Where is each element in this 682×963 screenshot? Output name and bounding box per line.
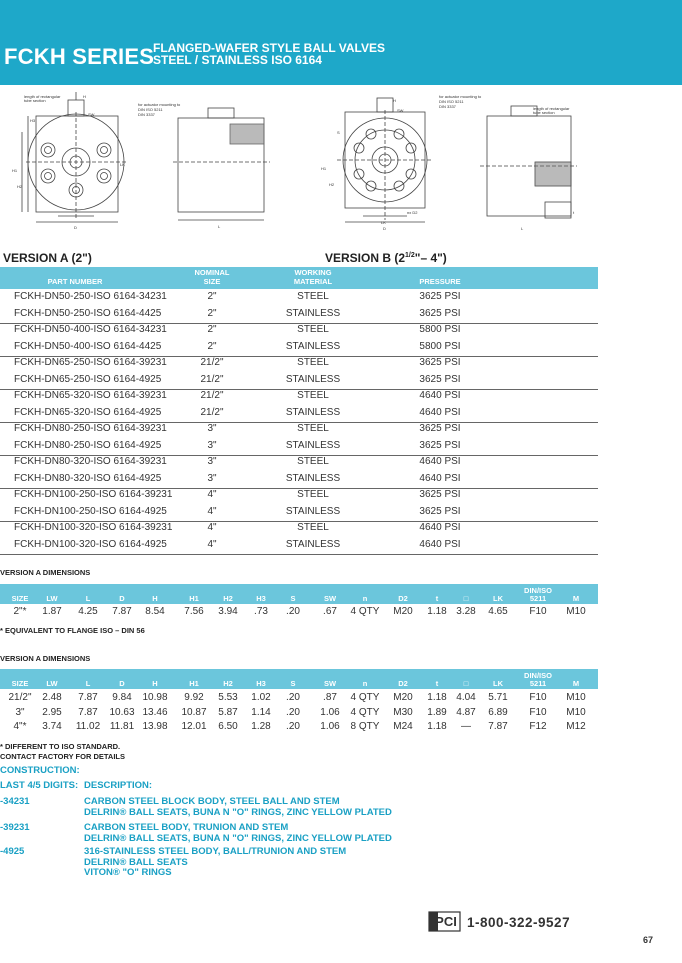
construction-description-line: DELRIN® BALL SEATS — [84, 856, 188, 868]
dim-cell: F12 — [529, 721, 547, 732]
dim-cell: M12 — [566, 721, 586, 732]
construction-description-line: CARBON STEEL BODY, TRUNION AND STEM — [84, 822, 289, 833]
dim-header-cell: L — [85, 679, 91, 688]
dim-cell: M30 — [393, 706, 413, 718]
part-number: FCKH-DN80-250-ISO 6164-39231 — [14, 423, 167, 434]
dim-header-din-bottom: 5211 — [529, 679, 547, 688]
label-l-b: L — [521, 226, 524, 231]
dim-header-cell: LW — [46, 594, 58, 603]
construction-code: -34231 — [0, 796, 30, 807]
dim-cell: — — [461, 721, 471, 732]
label-rect-a: length of rectangular — [24, 94, 61, 99]
pressure-value: 4640 PSI — [419, 472, 461, 484]
working-material: STAINLESS — [285, 373, 341, 385]
working-material: STEEL — [297, 357, 329, 368]
dim-cell: 7.87 — [488, 721, 508, 732]
header-nominal-1: NOMINAL — [194, 268, 230, 277]
dim-header-cell: H — [152, 594, 158, 603]
dim-cell: 10.98 — [142, 692, 168, 703]
construction-title: CONSTRUCTION: — [0, 765, 80, 776]
dim-cell: 1.18 — [427, 606, 447, 617]
label-d-b: D — [383, 226, 386, 231]
dim-header-din-bottom: 5211 — [529, 594, 547, 603]
label-act-a1: for actuator mounting to — [138, 102, 181, 107]
dim-cell: 2.95 — [42, 706, 62, 718]
dim-header-cell: SIZE — [11, 679, 29, 688]
dim-cell: M24 — [393, 721, 413, 732]
working-material: STEEL — [297, 390, 329, 401]
label-act-b3: DIN 3337 — [439, 104, 456, 109]
dim-cell: 4.87 — [456, 706, 476, 718]
nominal-size: 4" — [207, 538, 217, 550]
nominal-size: 4" — [207, 489, 217, 500]
dim-header-cell: LK — [493, 679, 503, 688]
nominal-size: 21/2" — [200, 390, 224, 401]
dim-header-cell: M — [572, 594, 580, 603]
dim-header-cell: L — [85, 594, 91, 603]
dim-header-cell: S — [290, 594, 296, 603]
nominal-size: 3" — [207, 439, 217, 451]
dim-cell: F10 — [529, 706, 547, 718]
pressure-value: 3625 PSI — [419, 505, 461, 517]
version-b-title: VERSION B ($2^{1/2}"-$ 4") — [325, 251, 447, 265]
header-pressure: PRESSURE — [419, 277, 461, 286]
construction-description-line: VITON® "O" RINGS — [84, 867, 172, 878]
label-act-b2: DIN ISO 5211 — [439, 99, 464, 104]
dims-b-note-1: * DIFFERENT TO ISO STANDARD. — [0, 742, 121, 751]
label-h1-b: H1 — [321, 166, 327, 171]
dim-cell: 7.56 — [184, 606, 204, 617]
working-material: STEEL — [297, 291, 329, 302]
part-number: FCKH-DN80-250-ISO 6164-4925 — [14, 439, 162, 451]
header-working-1: WORKING — [294, 268, 332, 277]
label-rect-a2: tube section — [24, 98, 46, 103]
pressure-value: 4640 PSI — [419, 538, 461, 550]
version-b-drawing — [315, 90, 615, 240]
dim-header-din-top: DIN/ISO — [524, 671, 552, 680]
dim-header-cell: LK — [493, 594, 503, 603]
working-material: STAINLESS — [285, 472, 341, 484]
dim-cell: .20 — [286, 692, 300, 703]
nominal-size: 2" — [207, 340, 217, 352]
dim-cell: 4.04 — [456, 692, 476, 703]
dim-cell: 3" — [15, 706, 25, 718]
dim-cell: M10 — [566, 692, 586, 703]
nominal-size: 3" — [207, 472, 217, 484]
dim-cell: 1.14 — [251, 706, 271, 718]
dim-cell: M20 — [393, 606, 413, 617]
dim-cell: M10 — [566, 606, 586, 617]
dim-cell: M20 — [393, 692, 413, 703]
dim-header-cell: D — [119, 594, 125, 603]
dim-header-cell: SW — [323, 679, 337, 688]
construction-code: -4925 — [0, 846, 25, 857]
dim-header-cell: H1 — [189, 679, 199, 688]
dim-header-cell: LW — [46, 679, 58, 688]
dim-header-cell: D — [119, 679, 125, 688]
construction-col1-title: LAST 4/5 DIGITS: — [0, 780, 79, 791]
dim-cell: 1.18 — [427, 721, 447, 732]
nominal-size: 2" — [207, 307, 217, 319]
page-number: 67 — [643, 935, 654, 945]
dim-cell: 3.74 — [42, 721, 62, 732]
dim-cell: 7.87 — [78, 692, 98, 703]
label-d2-b: nx D2 — [407, 210, 418, 215]
subtitle-line-2: STEEL / STAINLESS ISO 6164 — [153, 53, 322, 67]
part-number: FCKH-DN50-400-ISO 6164-4425 — [14, 340, 162, 352]
part-number: FCKH-DN65-250-ISO 6164-39231 — [14, 357, 167, 368]
label-h3-a: H3 — [30, 118, 36, 123]
dim-cell: .20 — [286, 606, 300, 617]
nominal-size: 21/2" — [200, 406, 224, 418]
nominal-size: 4" — [207, 522, 217, 533]
label-h2-b: H2 — [329, 182, 335, 187]
label-sw-a: SW — [88, 112, 95, 117]
dim-cell: 12.01 — [181, 721, 207, 732]
dim-cell: 8 QTY — [350, 721, 380, 732]
dim-cell: 6.50 — [218, 721, 238, 732]
parts-table-header — [0, 267, 598, 289]
pci-logo — [428, 911, 461, 932]
dim-cell: 2.48 — [42, 692, 62, 703]
part-number: FCKH-DN80-320-ISO 6164-39231 — [14, 456, 167, 467]
label-act-b1: for actuator mounting to — [439, 94, 482, 99]
dim-header-cell: H2 — [223, 679, 233, 688]
working-material: STAINLESS — [285, 406, 341, 418]
pressure-value: 3625 PSI — [419, 423, 461, 434]
dim-cell: 1.28 — [251, 721, 271, 732]
dim-header-cell: H — [152, 679, 158, 688]
dim-cell: 1.18 — [427, 692, 447, 703]
dim-cell: 4 QTY — [350, 606, 380, 617]
dim-cell: 10.63 — [109, 706, 135, 718]
pressure-value: 3625 PSI — [419, 439, 461, 451]
dim-cell: 3.94 — [218, 606, 238, 617]
dim-cell: 1.02 — [251, 692, 271, 703]
working-material: STAINLESS — [285, 307, 341, 319]
svg-text:PCI: PCI — [435, 914, 457, 929]
label-lk-a: LK — [120, 162, 125, 167]
part-number: FCKH-DN100-250-ISO 6164-39231 — [14, 489, 173, 500]
dim-cell: 5.71 — [488, 692, 508, 703]
part-number: FCKH-DN80-320-ISO 6164-4925 — [14, 472, 162, 484]
pressure-value: 3625 PSI — [419, 291, 461, 302]
working-material: STEEL — [297, 522, 329, 533]
nominal-size: 3" — [207, 423, 217, 434]
construction-code: -39231 — [0, 822, 30, 833]
pressure-value: 4640 PSI — [419, 390, 461, 401]
dim-cell: F10 — [529, 606, 547, 617]
dims-b-note-2: CONTACT FACTORY FOR DETAILS — [0, 752, 125, 761]
label-h-a: H — [83, 94, 86, 99]
dim-header-cell: SW — [323, 594, 337, 603]
part-number: FCKH-DN65-250-ISO 6164-4925 — [14, 373, 162, 385]
dim-header-cell: t — [435, 594, 439, 603]
dim-cell: 2"* — [13, 606, 27, 617]
construction-description-line: DELRIN® BALL SEATS, BUNA N "O" RINGS, ZINC YELLOW PLATED — [84, 832, 392, 844]
part-number: FCKH-DN65-320-ISO 6164-39231 — [14, 390, 167, 401]
dim-cell: 1.89 — [427, 706, 447, 718]
dim-header-cell: n — [362, 594, 368, 603]
dim-header-cell: n — [362, 679, 368, 688]
dim-cell: 21/2" — [8, 692, 32, 703]
dim-cell: 13.46 — [142, 706, 168, 718]
dim-header-cell: H1 — [189, 594, 199, 603]
version-a-drawing — [8, 92, 308, 232]
part-number: FCKH-DN50-250-ISO 6164-4425 — [14, 307, 162, 319]
dim-header-cell: H2 — [223, 594, 233, 603]
part-number: FCKH-DN100-320-ISO 6164-4925 — [14, 538, 167, 550]
dim-header-cell: SIZE — [11, 594, 29, 603]
working-material: STAINLESS — [285, 505, 341, 517]
header-nominal-2: SIZE — [203, 277, 221, 286]
pressure-value: 5800 PSI — [419, 340, 461, 352]
dim-cell: 4 QTY — [350, 692, 380, 703]
dim-cell: 1.87 — [42, 606, 62, 617]
working-material: STEEL — [297, 489, 329, 500]
part-number: FCKH-DN100-320-ISO 6164-39231 — [14, 522, 173, 533]
nominal-size: 21/2" — [200, 357, 224, 368]
nominal-size: 2" — [207, 291, 217, 302]
nominal-size: 3" — [207, 456, 217, 467]
dim-cell: 9.84 — [112, 692, 132, 703]
dim-cell: .67 — [323, 606, 337, 617]
subtitle-line-1: FLANGED-WAFER STYLE BALL VALVES — [153, 41, 386, 55]
construction-col2-title: DESCRIPTION: — [84, 780, 153, 791]
part-number: FCKH-DN50-250-ISO 6164-34231 — [14, 291, 167, 302]
label-h1-a: H1 — [12, 168, 18, 173]
part-number: FCKH-DN65-320-ISO 6164-4925 — [14, 406, 162, 418]
label-rect-b: length of rectangular — [533, 106, 570, 111]
label-act-a3: DIN 3337 — [138, 112, 155, 117]
pressure-value: 5800 PSI — [419, 324, 461, 335]
dim-cell: .20 — [286, 721, 300, 732]
dims-a-header — [0, 584, 598, 604]
label-h2-a: H2 — [17, 184, 23, 189]
dim-header-cell: D2 — [398, 594, 408, 603]
construction-description-line: 316-STAINLESS STEEL BODY, BALL/TRUNION AND STEM — [84, 846, 347, 857]
label-sw-b: SW — [397, 108, 404, 113]
dims-a-note: * EQUIVALENT TO FLANGE ISO – DIN 56 — [0, 626, 145, 635]
construction-description-line: DELRIN® BALL SEATS, BUNA N "O" RINGS, ZINC YELLOW PLATED — [84, 806, 392, 818]
part-number: FCKH-DN100-250-ISO 6164-4925 — [14, 505, 167, 517]
dim-header-cell: S — [290, 679, 296, 688]
dim-cell: 11.02 — [75, 721, 101, 732]
dim-cell: M10 — [566, 706, 586, 718]
label-act-a2: DIN ISO 5211 — [138, 107, 163, 112]
label-t-b: t — [573, 210, 575, 215]
label-l-a: L — [218, 224, 221, 229]
dim-cell: F10 — [529, 692, 547, 703]
dim-cell: 13.98 — [142, 721, 168, 732]
working-material: STEEL — [297, 324, 329, 335]
dim-cell: 4.25 — [78, 606, 98, 617]
dim-cell: 1.06 — [320, 721, 340, 732]
group-separator — [0, 554, 598, 555]
dim-header-cell: □ — [463, 679, 469, 688]
dim-header-cell: H3 — [256, 594, 266, 603]
dim-cell: .87 — [323, 692, 337, 703]
dim-header-cell: t — [435, 679, 439, 688]
pressure-value: 3625 PSI — [419, 489, 461, 500]
dim-cell: 10.87 — [181, 706, 207, 718]
label-rect-b2: tube section — [533, 110, 555, 115]
pressure-value: 3625 PSI — [419, 357, 461, 368]
dims-a-title: VERSION A DIMENSIONS — [0, 568, 91, 577]
pressure-value: 3625 PSI — [419, 373, 461, 385]
phone-number: 1-800-322-9527 — [467, 915, 571, 930]
dim-header-cell: □ — [463, 594, 469, 603]
pressure-value: 4640 PSI — [419, 522, 461, 533]
label-d-a: D — [74, 225, 77, 230]
dims-b-title: VERSION A DIMENSIONS — [0, 654, 91, 663]
working-material: STEEL — [297, 456, 329, 467]
dim-cell: 5.53 — [218, 692, 238, 703]
working-material: STAINLESS — [285, 538, 341, 550]
dim-cell: 7.87 — [112, 606, 132, 617]
working-material: STEEL — [297, 423, 329, 434]
label-h-b: H — [393, 98, 396, 103]
nominal-size: 21/2" — [200, 373, 224, 385]
dim-header-cell: H3 — [256, 679, 266, 688]
construction-description-line: CARBON STEEL BLOCK BODY, STEEL BALL AND STEM — [84, 796, 340, 807]
nominal-size: 4" — [207, 505, 217, 517]
dim-header-din-top: DIN/ISO — [524, 586, 552, 595]
dim-cell: 5.87 — [218, 706, 238, 718]
dim-cell: 4 QTY — [350, 706, 380, 718]
working-material: STAINLESS — [285, 439, 341, 451]
dim-cell: .20 — [286, 706, 300, 718]
dim-cell: 7.87 — [78, 706, 98, 718]
dim-cell: 3.28 — [456, 606, 476, 617]
dim-cell: 4"* — [13, 721, 27, 732]
dims-b-header — [0, 669, 598, 689]
pressure-value: 4640 PSI — [419, 456, 461, 467]
dim-cell: 1.06 — [320, 706, 340, 718]
label-lk-b: LK — [381, 220, 386, 225]
dim-cell: 11.81 — [109, 721, 135, 732]
dim-header-cell: D2 — [398, 679, 408, 688]
label-s-b: S — [337, 130, 340, 135]
version-a-title: VERSION A (2") — [3, 251, 92, 265]
series-title: FCKH SERIES — [4, 44, 155, 69]
dim-cell: 9.92 — [184, 692, 204, 703]
working-material: STAINLESS — [285, 340, 341, 352]
pressure-value: 3625 PSI — [419, 307, 461, 319]
dim-cell: 4.65 — [488, 606, 508, 617]
pressure-value: 4640 PSI — [419, 406, 461, 418]
header-part-number: PART NUMBER — [47, 277, 103, 286]
dim-header-cell: M — [572, 679, 580, 688]
nominal-size: 2" — [207, 324, 217, 335]
header-working-2: MATERIAL — [293, 277, 333, 286]
part-number: FCKH-DN50-400-ISO 6164-34231 — [14, 324, 167, 335]
dim-cell: .73 — [254, 606, 268, 617]
dim-cell: 8.54 — [145, 606, 165, 617]
dim-cell: 6.89 — [488, 706, 508, 718]
